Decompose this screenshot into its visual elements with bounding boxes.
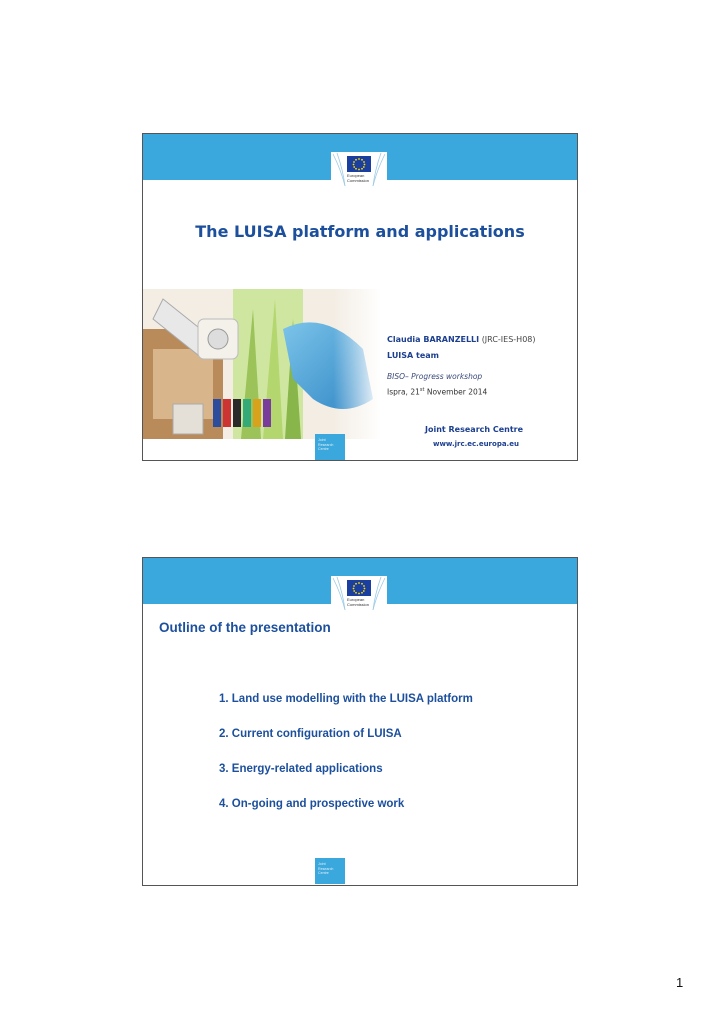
jrc-label: Joint Research Centre <box>425 425 524 434</box>
eu-flag-icon <box>347 580 371 596</box>
date-label: Ispra, 21st November 2014 <box>387 387 488 397</box>
logo-text: European Commission <box>347 173 370 183</box>
workshop-label: BISO– Progress workshop <box>387 372 483 381</box>
list-item: 1. Land use modelling with the LUISA platform <box>219 693 473 705</box>
ec-logo <box>331 152 387 194</box>
list-item: 2. Current configuration of LUISA <box>219 728 402 740</box>
ec-logo <box>331 576 387 618</box>
slide-title: The LUISA platform and applications <box>195 222 525 241</box>
outline-slide <box>142 557 578 886</box>
jrc-badge: Joint Research Centre <box>315 858 345 884</box>
lab-collage-image <box>143 289 381 439</box>
list-item: 4. On-going and prospective work <box>219 798 405 810</box>
author-line: Claudia BARANZELLI (JRC-IES-H08) <box>387 335 536 344</box>
eu-flag-icon <box>347 156 371 172</box>
title-slide <box>142 133 578 461</box>
jrc-badge: Joint Research Centre <box>315 434 345 460</box>
jrc-url-link[interactable]: www.jrc.ec.europa.eu <box>433 440 519 448</box>
logo-text: European Commission <box>347 597 370 607</box>
page-number: 1 <box>676 975 684 990</box>
list-item: 3. Energy-related applications <box>219 763 383 775</box>
team-label: LUISA team <box>387 351 440 360</box>
slide-title: Outline of the presentation <box>159 620 331 635</box>
